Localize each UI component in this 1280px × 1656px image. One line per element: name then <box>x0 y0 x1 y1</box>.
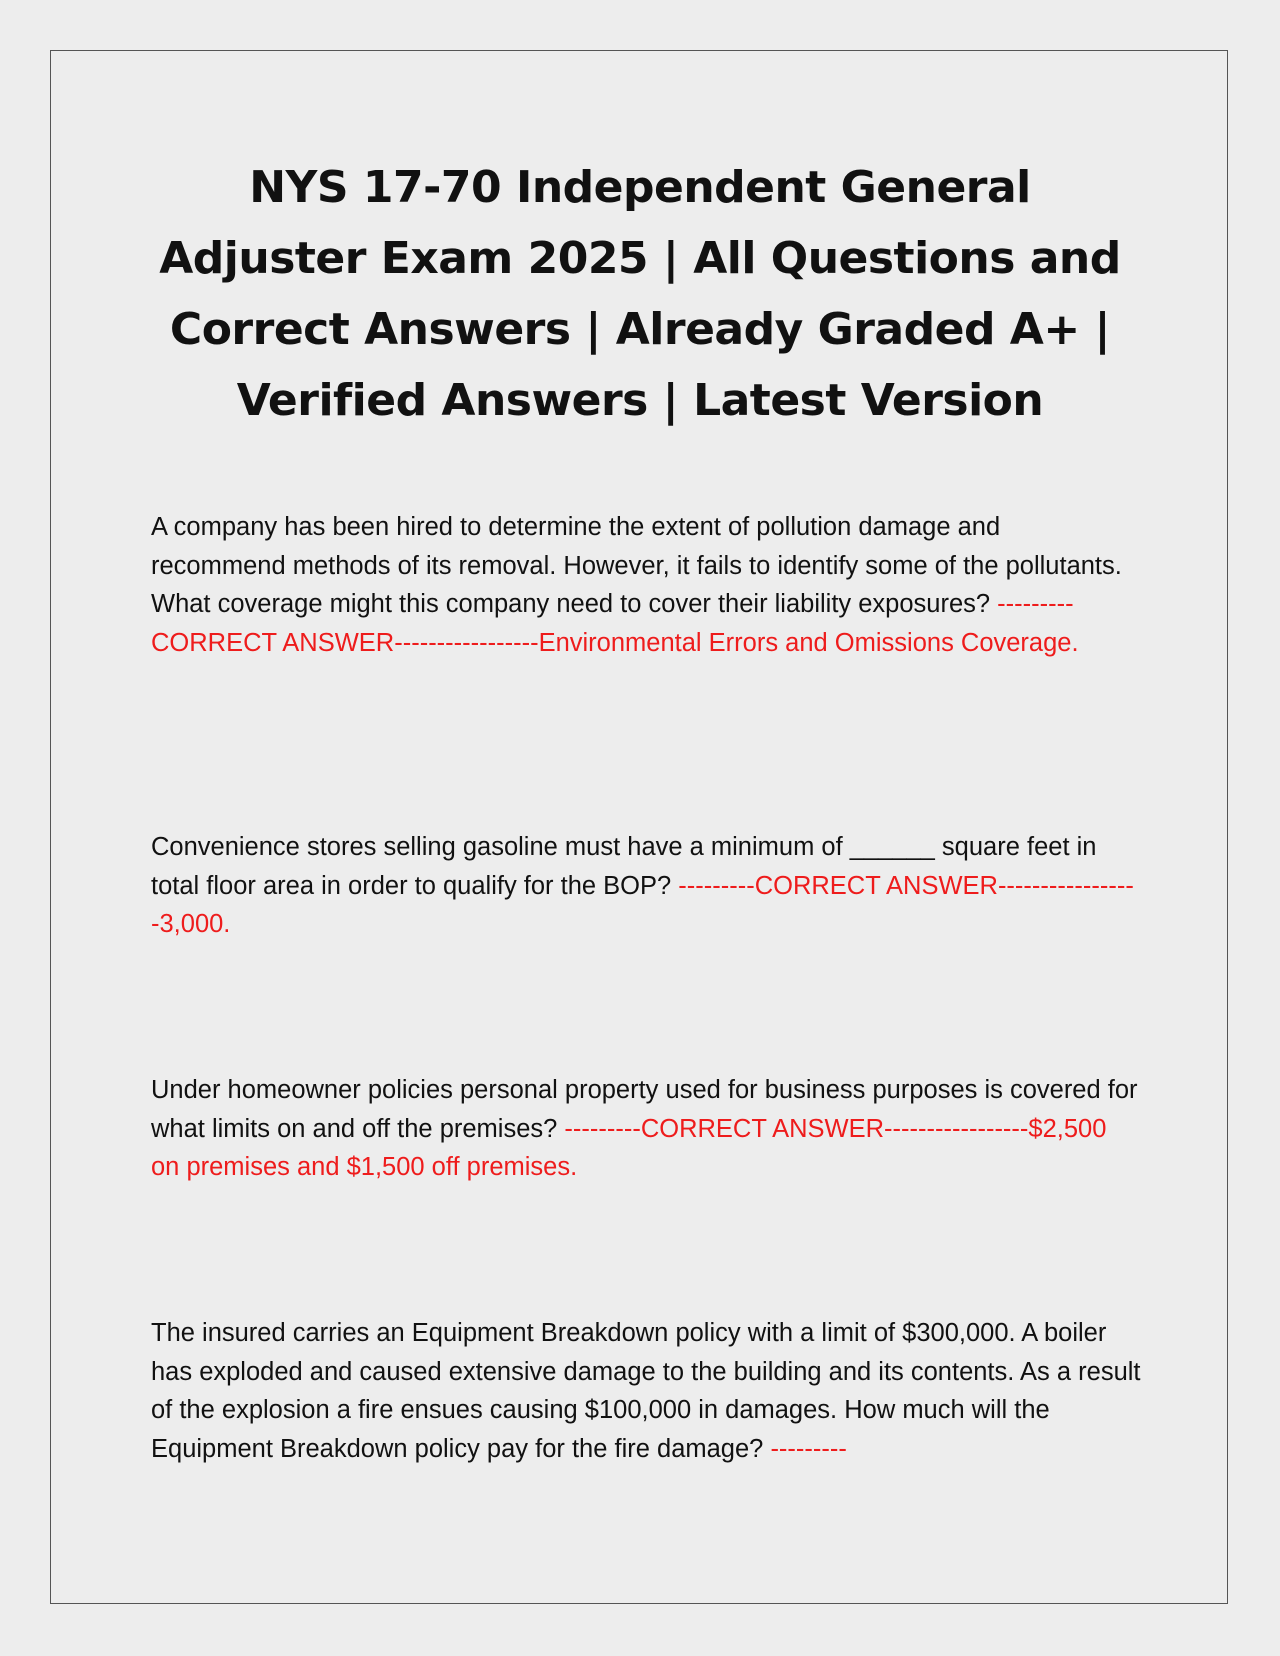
correct-answer: ---------CORRECT ANSWER-----------------Environmental Errors and Omissions Coverage. <box>151 590 1079 657</box>
correct-answer: ---------CORRECT ANSWER-----------------3,000. <box>151 871 1134 938</box>
qa-item <box>151 828 1141 944</box>
qa-item <box>151 1314 1141 1468</box>
qa-item <box>151 508 1141 662</box>
qa-item <box>151 1071 1141 1187</box>
document-title: NYS 17-70 Independent General Adjuster Exam 2025 | All Questions and Correct Answers | Already Graded A+ | Verified Answers | Latest Version <box>159 162 1121 426</box>
question-text: Under homeowner policies personal property used for business purposes is covered for what limits on and off the premises? <box>151 1076 1138 1143</box>
correct-answer: ---------CORRECT ANSWER-----------------$2,500 on premises and $1,500 off premises. <box>151 1114 1107 1181</box>
question-text: Convenience stores selling gasoline must have a minimum of ______ square feet in total floor area in order to qualify for the BOP? <box>151 833 1097 900</box>
question-text: A company has been hired to determine the extent of pollution damage and recommend methods of its removal. However, it fails to identify some of the pollutants. What coverage might this company need to cover their liability exposures? <box>151 513 1122 618</box>
question-text: The insured carries an Equipment Breakdown policy with a limit of $300,000. A boiler has exploded and caused extensive damage to the building and its contents. As a result of the explosion a fire ensues causing $100,000 in damages. How much will the Equipment Breakdown policy pay for the fire damage? <box>151 1319 1141 1463</box>
correct-answer: --------- <box>770 1434 847 1463</box>
